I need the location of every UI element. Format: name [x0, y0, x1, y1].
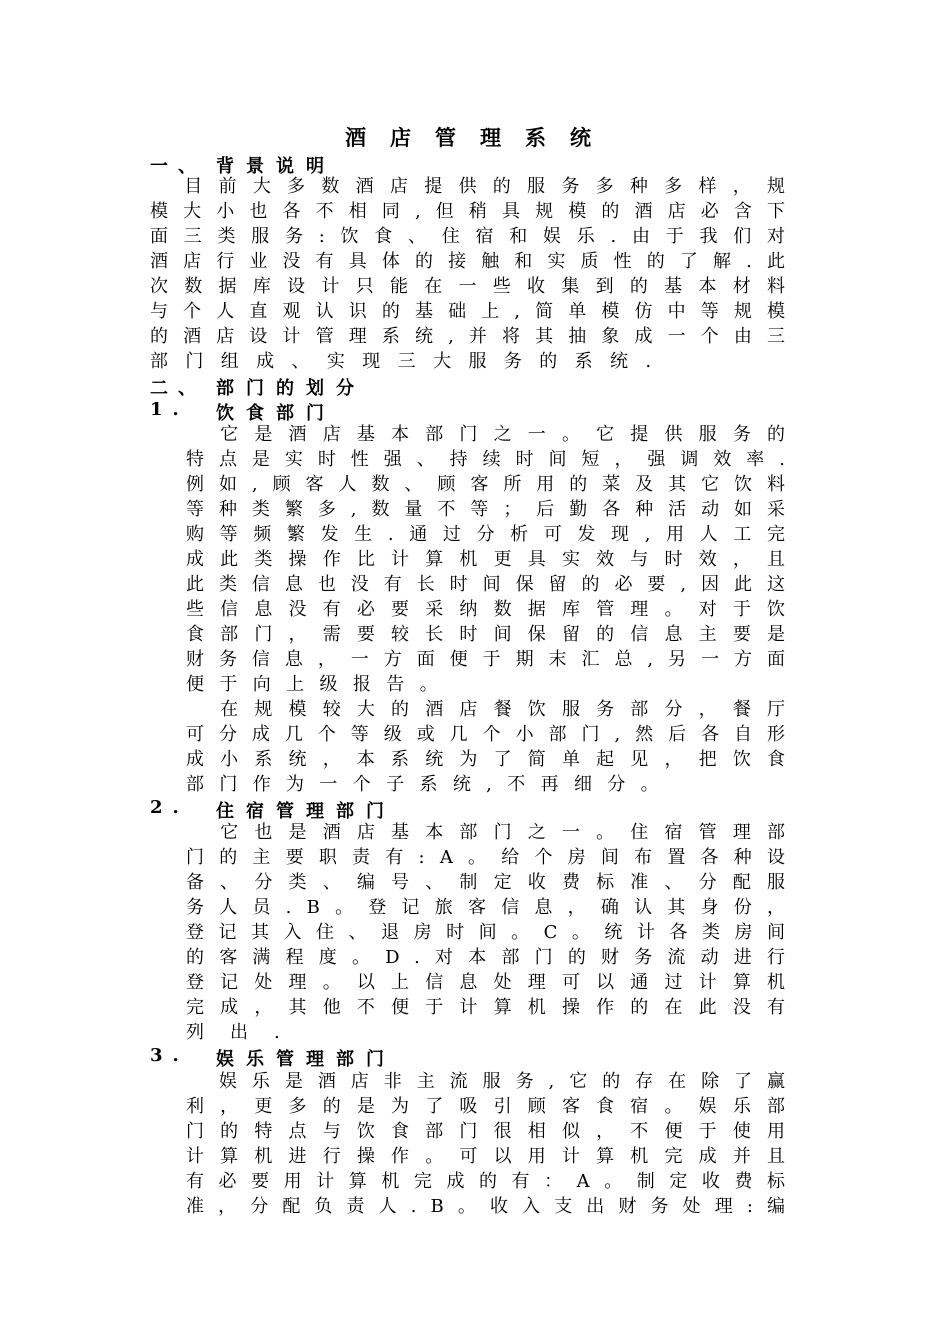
text-line — [150, 299, 801, 324]
subsection-number: 3. — [150, 1045, 189, 1066]
text-line — [186, 1069, 800, 1094]
text-line-content: 娱乐是酒店非主流服务,它的存在除了赢 — [186, 1071, 800, 1092]
text-line — [186, 895, 801, 920]
text-line-content: 特点是实时性强、持续时间短，强调效率. — [186, 449, 800, 470]
section-label: 背景说明 — [216, 156, 336, 177]
text-line-content: 备、分类、编号、制定收费标准、分配服 — [186, 872, 802, 893]
catering-paragraph-2 — [186, 697, 802, 797]
text-line — [150, 199, 801, 224]
text-line — [186, 945, 801, 970]
text-line — [186, 597, 802, 622]
lodging-paragraph — [186, 820, 802, 1045]
text-line — [186, 845, 801, 870]
text-line-content: 部门作为一个子系统,不再细分。 — [186, 774, 675, 795]
background-paragraph — [150, 174, 802, 374]
text-line-content: 面三类服务:饮食、住宿和娱乐.由于我们对 — [150, 226, 801, 247]
text-line — [150, 249, 801, 274]
text-line-content: 在规模较大的酒店餐饮服务部分，餐厅 — [186, 699, 802, 720]
subsection-number: 2. — [150, 797, 189, 818]
text-line — [186, 697, 802, 722]
text-line — [186, 772, 786, 797]
text-line-content: 它也是酒店基本部门之一。住宿管理部 — [186, 822, 802, 843]
text-line — [186, 1169, 800, 1194]
section-number: 一、 — [150, 156, 206, 177]
text-line — [186, 1144, 802, 1169]
text-line — [186, 622, 802, 647]
text-line-content: 与个人直观认识的基础上,简单模仿中等规模 — [150, 301, 801, 322]
text-line — [186, 747, 802, 772]
text-line-content: 目前大多数酒店提供的服务多种多样，规 — [150, 176, 802, 197]
text-line-content: 便于向上级报告。 — [186, 674, 454, 695]
text-line-content: 完成，其他不便于计算机操作的在此没有 — [186, 997, 802, 1018]
text-line-content: 酒店行业没有具体的接触和实质性的了解.此 — [150, 251, 801, 272]
text-line — [186, 970, 802, 995]
subsection-number: 1. — [150, 399, 189, 420]
text-line — [186, 572, 800, 597]
text-line — [186, 722, 800, 747]
text-line-content: 门的特点与饮食部门很相似，不便于使用 — [186, 1121, 802, 1142]
text-line-content: 等种类繁多,数量不等；后勤各种活动如采 — [186, 499, 800, 520]
text-line-content: 成此类操作比计算机更具实效与时效，且 — [186, 549, 802, 570]
text-line — [186, 995, 802, 1020]
text-line-content: 务人员.B。登记旅客信息，确认其身份， — [186, 897, 801, 918]
text-line-content: 的酒店设计管理系统,并将其抽象成一个由三 — [150, 326, 801, 347]
text-line-content: 门的主要职责有:A。给个房间布置各种设 — [186, 847, 801, 868]
text-line-content: 模大小也各不相同,但稍具规模的酒店必含下 — [150, 201, 801, 222]
subsection-label: 住宿管理部门 — [216, 801, 396, 822]
text-line-content: 食部门，需要较长时间保留的信息主要是 — [186, 624, 802, 645]
text-line — [186, 870, 802, 895]
text-line — [150, 349, 786, 374]
subsection-label: 娱乐管理部门 — [216, 1049, 396, 1070]
text-line-content: 它是酒店基本部门之一。它提供服务的 — [186, 424, 802, 445]
text-line — [186, 422, 802, 447]
section-number: 二、 — [150, 378, 206, 399]
text-line — [186, 1020, 786, 1045]
text-line — [186, 547, 802, 572]
section-label: 部门的划分 — [216, 378, 366, 399]
entertainment-paragraph — [186, 1069, 802, 1219]
catering-paragraph-1 — [186, 422, 802, 697]
text-line-content: 财务信息，一方面便于期末汇总,另一方面 — [186, 649, 800, 670]
text-line-content: 次数据库设计只能在一些收集到的基本材料 — [150, 276, 802, 297]
text-line — [186, 1094, 802, 1119]
text-line-content: 登记其入住、退房时间。C。统计各类房间 — [186, 922, 800, 943]
text-line-content: 准，分配负责人.B。收入支出财务处理:编 — [186, 1196, 800, 1217]
text-line-content: 可分成几个等级或几个小部门,然后各自形 — [186, 724, 800, 745]
text-line-content: 购等频繁发生.通过分析可发现,用人工完 — [186, 524, 801, 545]
text-line-content: 计算机进行操作。可以用计算机完成并且 — [186, 1146, 802, 1167]
text-line-content: 利，更多的是为了吸引顾客食宿。娱乐部 — [186, 1096, 802, 1117]
text-line — [186, 497, 800, 522]
text-line — [186, 522, 801, 547]
text-line — [186, 672, 786, 697]
text-line — [150, 174, 802, 199]
document-title: 酒店管理系统 — [345, 125, 615, 150]
text-line-content: 部门组成、实现三大服务的系统. — [150, 351, 669, 372]
text-line — [186, 1194, 800, 1219]
text-line — [186, 1119, 802, 1144]
text-line-content: 成小系统，本系统为了简单起见，把饮食 — [186, 749, 802, 770]
text-line-content: 登记处理。以上信息处理可以通过计算机 — [186, 972, 802, 993]
text-line — [150, 224, 801, 249]
text-line — [186, 920, 800, 945]
text-line-content: 列出. — [186, 1022, 306, 1043]
text-line — [186, 647, 800, 672]
text-line — [186, 447, 800, 472]
text-line-content: 此类信息也没有长时间保留的必要,因此这 — [186, 574, 800, 595]
text-line — [186, 472, 800, 497]
subsection-label: 饮食部门 — [216, 403, 336, 424]
text-line-content: 的客满程度。D.对本部门的财务流动进行 — [186, 947, 801, 968]
text-line — [150, 324, 801, 349]
text-line-content: 些信息没有必要采纳数据库管理。对于饮 — [186, 599, 802, 620]
text-line — [186, 820, 802, 845]
text-line — [150, 274, 802, 299]
text-line-content: 有必要用计算机完成的有：A。制定收费标 — [186, 1171, 800, 1192]
text-line-content: 例如,顾客人数、顾客所用的菜及其它饮料 — [186, 474, 800, 495]
